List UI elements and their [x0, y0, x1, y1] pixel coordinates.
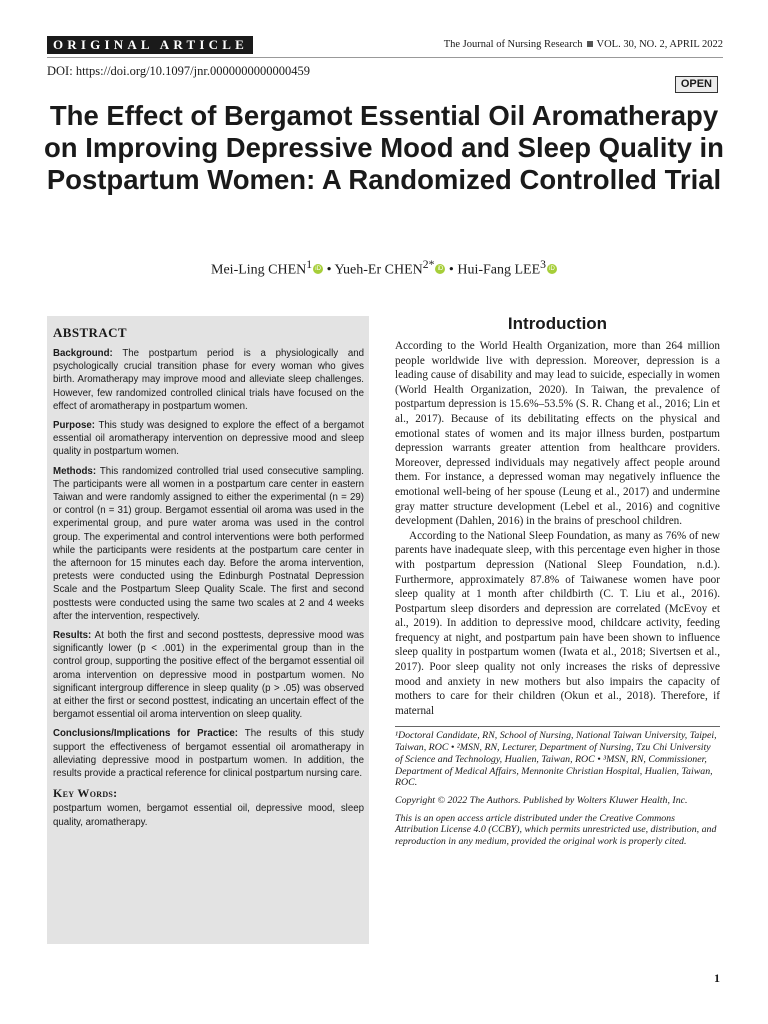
section-text: This study was designed to explore the effect of a bergamot essential oil aromatherapy intervention on depressive mood and sleep quality in postpartum women. [53, 420, 364, 458]
section-text: At both the first and second posttests, depressive mood was significantly lower (p < .001) in the experimental group than in the control group, supporting the positive effect of the bergamot essential oil aroma intervention on depressive mood in postpartum women. No significant intergroup difference in sleep quality (p > .05) was observed at either the first or second posttest, indicating an uncertain effect of the bergamot essential oil aroma intervention on sleep quality. [53, 630, 364, 721]
author-name: Yueh-Er CHEN [334, 262, 423, 278]
abstract-purpose [53, 419, 364, 459]
right-column [395, 314, 720, 854]
section-label: Conclusions/Implications for Practice: [53, 728, 239, 740]
author-affiliation-mark: 3 [540, 258, 546, 271]
license-footnote: This is an open access article distributed under the Creative Commons Attribution License 4.0 (CCBY), which permits unrestricted use, distribution, and reproduction in any medium, provided the original work is properly cited. [395, 812, 717, 848]
section-text: The results of this study support the effectiveness of bergamot essential oil aromatherapy in alleviating depressive mood in postpartum women. In addition, the results provide a practical reference for clinical postpartum nursing care. [53, 728, 364, 780]
journal-header [47, 36, 723, 56]
section-label: Background: [53, 348, 113, 359]
article-type-label: ORIGINAL ARTICLE [47, 36, 253, 54]
author-name: Mei-Ling CHEN [211, 262, 307, 278]
affiliations-footnote: ¹Doctoral Candidate, RN, School of Nursing, National Taiwan University, Taipei, Taiwan, ROC • ²MSN, RN, Lecturer, Department of Nursing, Tzu Chi University of Science and Technology, Hualien, Taiwan, ROC • ³MSN, RN, Commissioner, Department of Medical Affairs, Mennonite Christian Hospital, Hualien, Taiwan, ROC. [395, 730, 717, 789]
abstract-results [53, 629, 364, 721]
orcid-icon[interactable]: iD [313, 264, 323, 274]
journal-info [444, 39, 723, 50]
abstract-background [53, 347, 364, 413]
separator-square-icon [587, 41, 593, 47]
orcid-icon[interactable]: iD [547, 264, 557, 274]
footnote-divider [395, 726, 720, 727]
section-label: Methods: [53, 465, 97, 477]
keywords-heading: Key Words: [53, 786, 118, 801]
page-number: 1 [714, 971, 720, 985]
introduction-paragraph: According to the National Sleep Foundation, as many as 76% of new parents have inadequate sleep, with this percentage even higher in those with postpartum depression (National Sleep Foundation, n.d.). Furthermore, approximately 87.8% of Taiwanese women have poor sleep quality at 1 month after childbirth (C. T. Liu et al., 2016). Postpartum sleep disorders and depression are correlated (McEvoy et al., 2019). In addition to depressive mood, childcare activity, feeding frequency at night, and postpartum pain have been shown to influence sleep quality in postpartum women (Iwata et al., 2018; Sivertsen et al., 2017). Poor sleep quality not only increases the risks of depressive mood and anxiety in new mothers but also impairs the capacity of mothers to care for their children (Okun et al., 2018). Therefore, if maternal [395, 529, 720, 717]
journal-name: The Journal of Nursing Research [443, 39, 583, 50]
article-title: The Effect of Bergamot Essential Oil Aromatherapy on Improving Depressive Mood and Sleep Quality in Postpartum Women: A Randomized Controlled Trial [44, 100, 724, 195]
author-name: Hui-Fang LEE [457, 262, 541, 278]
author-affiliation-mark: 1 [306, 258, 313, 271]
abstract-conclusions [53, 727, 364, 780]
open-access-badge: OPEN [675, 76, 718, 93]
author-affiliation-mark: 2* [422, 258, 435, 271]
author-separator: • [448, 262, 454, 278]
orcid-icon[interactable]: iD [435, 264, 445, 274]
copyright-footnote: Copyright © 2022 The Authors. Published by Wolters Kluwer Health, Inc. [395, 794, 688, 806]
header-rule [47, 57, 723, 58]
introduction-paragraph: According to the World Health Organization, more than 264 million people worldwide live with depression. Moreover, depression is a leading cause of disability and may lead to suicide, especially in women (World Health Organization, 2020). In Taiwan, the prevalence of postpartum depression is 15.6%–53.5% (S. R. Chang et al., 2016; Lin et al., 2017). Because of its debilitating effects on the physical and emotional states of women and its major illness burden, postpartum depression warrants greater attention from healthcare providers. Moreover, depressed individuals may negatively affect people around them. For instance, a depressed woman may negatively influence the emotional well-being of her spouse (Leung et al., 2017) and undermine gray matter structure development (Lebel et al., 2016) and cognitive development (Dahlen, 2016) in the brains of preschool children. [395, 340, 720, 528]
section-label: Purpose: [53, 420, 95, 432]
author-separator: • [326, 262, 332, 278]
volume-info: VOL. 30, NO. 2, APRIL 2022 [596, 39, 723, 50]
keywords-list: postpartum women, bergamot essential oil, depressive mood, sleep quality, aromatherapy. [53, 803, 364, 828]
abstract-box [47, 316, 369, 944]
section-text: This randomized controlled trial used consecutive sampling. The participants were all women in a postpartum care center in eastern Taiwan and were randomly assigned to either the experimental (n = 29) or control (n = 31) group. Bergamot essential oil aroma was used in the experimental group, and pure water aroma was used in the control group. The experimental and control interventions were both performed while the participants were residents at the postpartum care center in the afternoon for 15 minutes each day. Before the aroma intervention, pretests were conducted using the Edinburgh Postnatal Depression Scale and the Postpartum Sleep Quality Scale. The first and second posttests were conducted using the same two scales at 2 and 4 weeks after the intervention, respectively. [53, 465, 364, 622]
section-text: The postpartum period is a physiologically and psychologically crucial transition phase for every woman who gives birth. Aromatherapy may improve mood and alleviate sleep challenges. However, few randomized controlled clinical trials have focused on the effect of aromatherapy in postpartum women. [53, 348, 364, 412]
doi-link[interactable]: DOI: https://doi.org/10.1097/jnr.0000000000000459 [47, 64, 310, 78]
abstract-methods [53, 465, 364, 623]
abstract-heading: ABSTRACT [53, 325, 127, 340]
author-list [0, 258, 768, 279]
introduction-heading: Introduction [507, 314, 608, 333]
section-label: Results: [53, 630, 92, 642]
